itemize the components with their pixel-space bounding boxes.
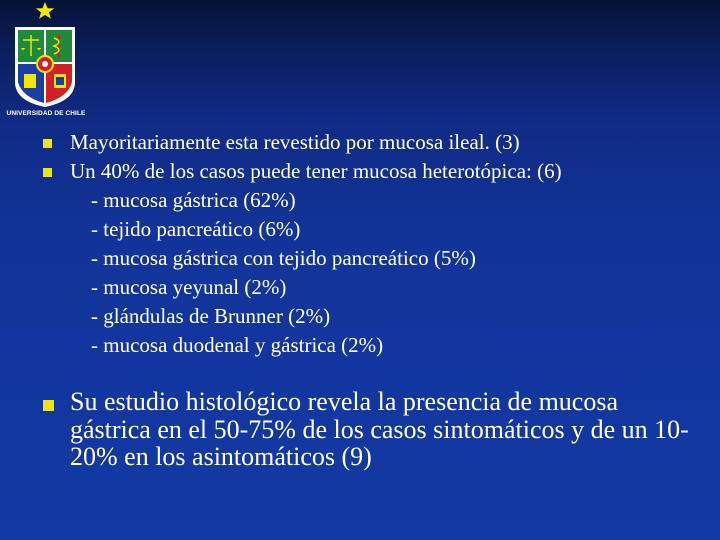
university-logo xyxy=(4,0,88,120)
bullet-text: Mayoritariamente esta revestido por mucosa ileal. (3) xyxy=(70,130,520,154)
sub-item: - mucosa duodenal y gástrica (2%) xyxy=(91,333,384,357)
list-item xyxy=(40,128,710,157)
university-shield-icon xyxy=(4,0,88,112)
star-icon xyxy=(36,2,54,19)
bullet-square-icon xyxy=(43,400,54,411)
logo-caption: UNIVERSIDAD DE CHILE xyxy=(6,110,86,117)
sub-item: - mucosa yeyunal (2%) xyxy=(91,275,287,299)
sub-item: - glándulas de Brunner (2%) xyxy=(91,304,331,328)
main-bullet-block xyxy=(40,388,700,471)
list-item xyxy=(40,388,700,471)
list-item xyxy=(40,157,710,186)
bullet-square-icon xyxy=(43,139,52,148)
bullet-list xyxy=(40,128,710,360)
sub-item: - mucosa gástrica (62%) xyxy=(91,188,296,212)
sub-item: - tejido pancreático (6%) xyxy=(91,217,301,241)
sub-item: - mucosa gástrica con tejido pancreático (5%) xyxy=(91,246,476,270)
main-bullet-text: Su estudio histológico revela la presencia de mucosa gástrica en el 50-75% de los casos sintomáticos y de un 10-20% en los asintomáticos (9) xyxy=(70,387,689,471)
bullet-square-icon xyxy=(43,168,52,177)
bullet-text: Un 40% de los casos puede tener mucosa heterotópica: (6) xyxy=(70,159,562,183)
